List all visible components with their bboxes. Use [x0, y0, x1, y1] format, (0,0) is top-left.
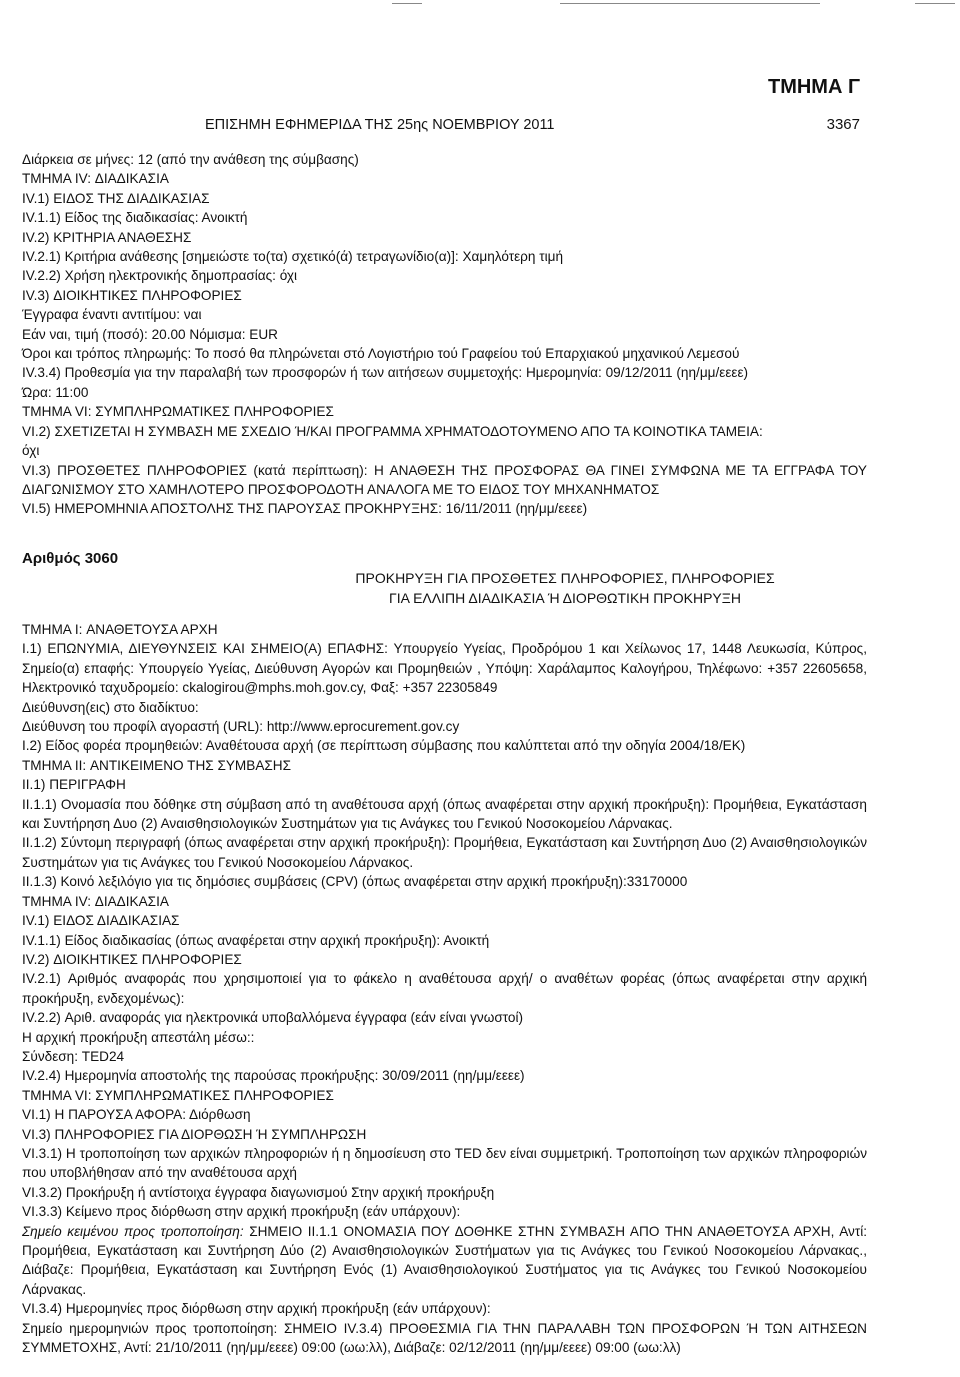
text-line: Ώρα: 11:00 [22, 384, 89, 400]
page-number: 3367 [826, 116, 860, 133]
notice-title [0, 568, 960, 608]
text-line: Η αρχική προκήρυξη απεστάλη μέσω:: [22, 1029, 255, 1045]
text-line: IV.2.2) Χρήση ηλεκτρονικής δημοπρασίας: όχι [22, 268, 298, 284]
scan-mark [392, 3, 422, 4]
scan-mark [560, 3, 820, 4]
text-line: VI.3) ΠΛΗΡΟΦΟΡΙΕΣ ΓΙΑ ΔΙΟΡΘΩΣΗ Ή ΣΥΜΠΛΗΡΩΣΗ [22, 1126, 367, 1142]
text-line: ΤΜΗΜΑ IV: ΔΙΑΔΙΚΑΣΙΑ [22, 171, 169, 187]
text-line: VI.3.4) Ημερομηνίες προς διόρθωση στην αρχική προκήρυξη (εάν υπάρχουν): [22, 1301, 491, 1317]
text-line: IV.1.1) Είδος της διαδικασίας: Ανοικτή [22, 210, 248, 226]
notice-title-line: ΠΡΟΚΗΡΥΞΗ ΓΙΑ ΠΡΟΣΘΕΤΕΣ ΠΛΗΡΟΦΟΡΙΕΣ, ΠΛΗΡΟΦΟΡΙΕΣ [355, 570, 775, 586]
text-line: VI.5) ΗΜΕΡΟΜΗΝΙΑ ΑΠΟΣΤΟΛΗΣ ΤΗΣ ΠΑΡΟΥΣΑΣ ΠΡΟΚΗΡΥΞΗΣ: 16/11/2011 (ηη/μμ/εεεε) [22, 501, 588, 517]
text-line: IV.3.4) Προθεσμία για την παραλαβή των προσφορών ή των αιτήσεων συμμετοχής: Ημερομηνία: 09/12/2011 (ηη/μμ/εεεε) [22, 365, 749, 381]
correction-notice-block [22, 620, 871, 1357]
text-line: IV.3) ΔΙΟΙΚΗΤΙΚΕΣ ΠΛΗΡΟΦΟΡΙΕΣ [22, 287, 242, 303]
text-line: I.2) Είδος φορέα προμηθειών: Αναθέτουσα αρχή (σε περίπτωση σύμβασης που καλύπτεται από την οδηγία 2004/18/ΕΚ) [22, 738, 746, 754]
text-line: ΤΜΗΜΑ VI: ΣΥΜΠΛΗΡΩΜΑΤΙΚΕΣ ΠΛΗΡΟΦΟΡΙΕΣ [22, 404, 334, 420]
text-line: IV.2.2) Αριθ. αναφοράς για ηλεκτρονικά υποβαλλόμενα έγγραφα (εάν είναι γνωστοί) [22, 1010, 523, 1026]
text-line: Όροι και τρόπος πληρωμής: Το ποσό θα πληρώνεται στό Λογιστήριο τού Γραφείου τού Επαρχιακού μηχανικού Λεμεσού [22, 346, 740, 362]
text-line: II.1.1) Ονομασία που δόθηκε στη σύμβαση από τη αναθέτουσα αρχή (όπως αναφέρεται στην αρχική προκήρυξη): Προμήθεια, Εγκατάσταση και Συντήρηση Δυο (2) Αναισθησιολογικών Συστημάτων για τις Ανάγκες του Γενικού Νοσοκομείου Λάρνακας. [22, 796, 871, 832]
italic-label: Σημείο κειμένου προς τροποποίηση: [22, 1223, 244, 1239]
text-span: ΣΗΜΕΙΟ II.1.1 ΟΝΟΜΑΣΙΑ ΠΟΥ ΔΟΘΗΚΕ ΣΤΗΝ ΣΥΜΒΑΣΗ ΑΠΟ ΤΗΝ ΑΝΑΘΕΤΟΥΣΑ ΑΡΧΗ, Αντί: Προμήθεια, Εγκατάσταση και Συντήρηση Δύο (2) Αναισθησιολογικών Συστήματων για τις Ανάγκες του Γενικού Νοσοκομείου Λάρνακας., Διάβαζε: Προμήθεια, Εγκατάσταση και Συντήρηση Ενός (1) Αναισθησιολογικού Συστήματος για τις Ανάγκες του Γενικού Νοσοκομείου Λάρνακας. [22, 1223, 871, 1297]
text-line: Διεύθυνση(εις) στο διαδίκτυο: [22, 699, 199, 715]
text-line: I.1) ΕΠΩΝΥΜΙΑ, ΔΙΕΥΘΥΝΣΕΙΣ ΚΑΙ ΣΗΜΕΙΟ(Α) ΕΠΑΦΗΣ: Υπουργείο Υγείας, Προδρόμου 1 και Χείλωνος 17, 1448 Λευκωσία, Κύπρος, Σημείο(α) επαφής: Υπουργείο Υγείας, Διεύθυνση Αγορών και Προμηθειών , Υπόψη: Χαράλαμπος Καλογήρου, Τηλέφωνο: +357 22605658, Ηλεκτρονικό ταχυδρομείο: ckalogirou@mphs.moh.gov.cy, Φαξ: +357 22305849 [22, 641, 871, 696]
text-line: VI.3.1) Η τροποποίηση των αρχικών πληροφοριών ή η δημοσίευση στο TED δεν είναι συμμετρική. Τροποποίηση των αρχικών πληροφοριών που υποβλήθησαν από την αναθέτουσα αρχή [22, 1145, 871, 1181]
scan-mark [915, 3, 955, 4]
text-line: IV.2.1) Αριθμός αναφοράς που χρησιμοποιεί για το φάκελο η αναθέτουσα αρχή/ ο αναθέτων φορέας (όπως αναφέρεται στην αρχική προκήρυξη, ενδεχομένως): [22, 971, 871, 1006]
notice-number: Αριθμός 3060 [22, 550, 119, 567]
previous-notice-block [22, 150, 871, 519]
notice-title-line: ΓΙΑ ΕΛΛΙΠΗ ΔΙΑΔΙΚΑΣΙΑ Ή ΔΙΟΡΘΩΤΙΚΗ ΠΡΟΚΗΡΥΞΗ [389, 590, 741, 606]
text-line: Διεύθυνση του προφίλ αγοραστή (URL): http://www.eprocurement.gov.cy [22, 719, 460, 735]
section-label: ΤΜΗΜΑ Γ [767, 76, 860, 98]
text-line: II.1.2) Σύντομη περιγραφή (όπως αναφέρεται στην αρχική προκήρυξη): Προμήθεια, Εγκατάσταση και Συντήρηση Δυο (2) Αναισθησιολογικών Συστημάτων για τις Ανάγκες του Γενικού Νοσοκομείου Λάρνακος. [22, 835, 871, 870]
text-line: VI.3) ΠΡΟΣΘΕΤΕΣ ΠΛΗΡΟΦΟΡΙΕΣ (κατά περίπτωση): Η ΑΝΑΘΕΣΗ ΤΗΣ ΠΡΟΣΦΟΡΑΣ ΘΑ ΓΙΝΕΙ ΣΥΜΦΩΝΑ ΜΕ ΤΑ ΕΓΓΡΑΦΑ ΤΟΥ ΔΙΑΓΩΝΙΣΜΟΥ ΣΤΟ ΧΑΜΗΛΟΤΕΡΟ ΠΡΟΣΦΟΡΟΔΟΤΗ ΑΝΑΛΟΓΑ ΜΕ ΤΟ ΕΙΔΟΣ ΤΟΥ ΜΗΧΑΝΗΜΑΤΟΣ [22, 462, 871, 497]
text-line: Σημείο ημερομηνιών προς τροποποίηση: ΣΗΜΕΙΟ IV.3.4) ΠΡΟΘΕΣΜΙΑ ΓΙΑ ΤΗΝ ΠΑΡΑΛΑΒΗ ΤΩΝ ΠΡΟΣΦΟΡΩΝ Ή ΤΩΝ ΑΙΤΗΣΕΩΝ ΣΥΜΜΕΤΟΧΗΣ, Αντί: 21/10/2011 (ηη/μμ/εεεε) 09:00 (ωω:λλ), Διάβαζε: 02/12/2011 (ηη/μμ/εεεε) 09:00 (ωω:λλ) [22, 1320, 871, 1356]
text-line: IV.1) ΕΙΔΟΣ ΤΗΣ ΔΙΑΔΙΚΑΣΙΑΣ [22, 190, 210, 206]
text-line: IV.2) ΚΡΙΤΗΡΙΑ ΑΝΑΘΕΣΗΣ [22, 229, 192, 245]
text-line: ΤΜΗΜΑ IV: ΔΙΑΔΙΚΑΣΙΑ [22, 893, 169, 909]
text-line: Διάρκεια σε μήνες: 12 (από την ανάθεση της σύμβασης) [22, 152, 359, 167]
text-line: ΤΜΗΜΑ I: ΑΝΑΘΕΤΟΥΣΑ ΑΡΧΗ [22, 622, 218, 637]
text-line: ΤΜΗΜΑ VI: ΣΥΜΠΛΗΡΩΜΑΤΙΚΕΣ ΠΛΗΡΟΦΟΡΙΕΣ [22, 1087, 334, 1103]
text-line: IV.2.4) Ημερομηνία αποστολής της παρούσας προκήρυξης: 30/09/2011 (ηη/μμ/εεεε) [22, 1068, 525, 1084]
text-line: IV.2) ΔΙΟΙΚΗΤΙΚΕΣ ΠΛΗΡΟΦΟΡΙΕΣ [22, 951, 242, 967]
gazette-title: ΕΠΙΣΗΜΗ ΕΦΗΜΕΡΙΔΑ ΤΗΣ 25ης ΝΟΕΜΒΡΙΟΥ 2011 [205, 117, 555, 133]
text-line: όχι [22, 443, 40, 459]
text-line: Σύνδεση: TED24 [22, 1048, 125, 1064]
text-line: IV.1.1) Είδος διαδικασίας (όπως αναφέρεται στην αρχική προκήρυξη): Ανοικτή [22, 932, 490, 948]
text-line: VI.1) Η ΠΑΡΟΥΣΑ ΑΦΟΡΑ: Διόρθωση [22, 1107, 251, 1123]
text-line: VI.2) ΣΧΕΤΙΖΕΤΑΙ Η ΣΥΜΒΑΣΗ ΜΕ ΣΧΕΔΙΟ Ή/ΚΑΙ ΠΡΟΓΡΑΜΜΑ ΧΡΗΜΑΤΟΔΟΤΟΥΜΕΝΟ ΑΠΟ ΤΑ ΚΟΙΝΟΤΙΚΑ ΤΑΜΕΙΑ: [22, 423, 763, 439]
text-line: ΤΜΗΜΑ II: ΑΝΤΙΚΕΙΜΕΝΟ ΤΗΣ ΣΥΜΒΑΣΗΣ [22, 757, 292, 773]
text-line: IV.1) ΕΙΔΟΣ ΔΙΑΔΙΚΑΣΙΑΣ [22, 913, 180, 929]
text-line: IV.2.1) Κριτήρια ανάθεσης [σημειώστε το(τα) σχετικό(ά) τετραγωνίδιο(α)]: Χαμηλότερη τιμή [22, 249, 564, 265]
text-line: VI.3.3) Κείμενο προς διόρθωση στην αρχική προκήρυξη (εάν υπάρχουν): [22, 1204, 461, 1220]
text-line: Εάν ναι, τιμή (ποσό): 20.00 Νόμισμα: EUR [22, 326, 278, 342]
text-line: II.1.3) Κοινό λεξιλόγιο για τις δημόσιες συμβάσεις (CPV) (όπως αναφέρεται στην αρχική προκήρυξη):33170000 [22, 874, 688, 890]
text-line: II.1) ΠΕΡΙΓΡΑΦΗ [22, 777, 126, 793]
text-line [22, 1222, 871, 1300]
text-line: VI.3.2) Προκήρυξη ή αντίστοιχα έγγραφα διαγωνισμού Στην αρχική προκήρυξη [22, 1184, 495, 1200]
text-line: Έγγραφα έναντι αντιτίμου: ναι [22, 307, 202, 323]
